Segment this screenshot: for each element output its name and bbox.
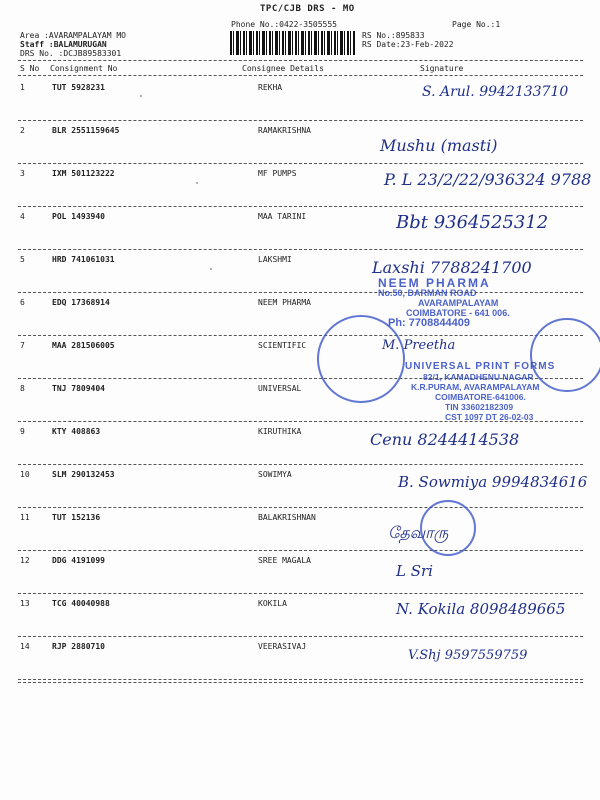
table-end-rule [18, 682, 583, 683]
row-sno: 9 [20, 427, 25, 436]
row-divider [18, 163, 583, 164]
row-consignee-name: KOKILA [258, 599, 287, 608]
round-stamp-gear [420, 500, 476, 556]
stamp-line: No.50, DARMAN ROAD [378, 288, 477, 298]
area-field: Area :AVARAMPALAYAM MO [20, 31, 126, 40]
row-consignment-number: TCG 40040988 [52, 599, 110, 608]
row-sno: 7 [20, 341, 25, 350]
handwritten-signature: S. Arul. 9942133710 [422, 84, 569, 100]
row-consignee-name: LAKSHMI [258, 255, 292, 264]
stamp-line: COIMBATORE-641006. [435, 392, 526, 402]
handwritten-signature: Bbt 9364525312 [396, 212, 549, 233]
row-consignment-number: TNJ 7809404 [52, 384, 105, 393]
header-rule-top [18, 60, 583, 61]
table-row [0, 126, 600, 138]
row-consignment-number: BLR 2551159645 [52, 126, 120, 135]
drs-number-field: DRS No. :DCJB89583301 [20, 49, 122, 58]
row-consignee-name: SCIENTIFIC [258, 341, 307, 350]
row-divider [18, 206, 583, 207]
row-consignee-name: NEEM PHARMA [258, 298, 311, 307]
rs-number-field: RS No.:895833 [362, 31, 425, 40]
stamp-line: COIMBATORE - 641 006. [406, 308, 510, 318]
row-consignee-name: VEERASIVAJ [258, 642, 307, 651]
row-sno: 13 [20, 599, 30, 608]
row-consignee-name: MF PUMPS [258, 169, 297, 178]
row-consignee-name: KIRUTHIKA [258, 427, 302, 436]
handwritten-signature: L Sri [396, 562, 433, 580]
row-sno: 10 [20, 470, 30, 479]
row-divider [18, 593, 583, 594]
stamp-line: NEEM PHARMA [378, 276, 491, 290]
column-header-sno: S No [20, 64, 40, 73]
table-row [0, 513, 600, 525]
handwritten-signature: Laxshi 7788241700 [372, 258, 532, 277]
row-consignment-number: IXM 501123222 [52, 169, 115, 178]
phone-number: Phone No.:0422-3505555 [231, 20, 337, 29]
table-row [0, 341, 600, 353]
row-consignment-number: RJP 2880710 [52, 642, 105, 651]
row-consignee-name: RAMAKRISHNA [258, 126, 311, 135]
row-sno: 12 [20, 556, 30, 565]
handwritten-signature: V.Shj 9597559759 [408, 648, 528, 663]
column-header-signature: Signature [420, 64, 464, 73]
row-consignment-number: HRD 741061031 [52, 255, 115, 264]
row-consignment-number: KTY 408863 [52, 427, 101, 436]
row-sno: 2 [20, 126, 25, 135]
row-consignee-name: SREE MAGALA [258, 556, 311, 565]
stamp-line: TIN 33602182309 [445, 402, 514, 412]
handwritten-signature: P. L 23/2/22/936324 9788 [384, 170, 592, 189]
row-consignment-number: MAA 281506005 [52, 341, 115, 350]
stamp-line: UNIVERSAL PRINT FORMS [405, 361, 556, 372]
row-divider [18, 507, 583, 508]
row-sno: 14 [20, 642, 30, 651]
scan-speck [210, 268, 212, 270]
stamp-line: CST 1097 DT 26-02-03 [445, 412, 534, 422]
row-sno: 4 [20, 212, 25, 221]
handwritten-signature: B. Sowmiya 9994834616 [398, 473, 588, 491]
row-divider [18, 464, 583, 465]
row-consignment-number: SLM 290132453 [52, 470, 115, 479]
neem-pharma-stamp [378, 278, 510, 328]
header-rule-bottom [18, 75, 583, 76]
table-row [0, 298, 600, 310]
handwritten-signature: M. Preetha [382, 338, 456, 353]
barcode [230, 31, 355, 55]
row-divider [18, 120, 583, 121]
row-consignment-number: EDQ 17368914 [52, 298, 110, 307]
row-divider [18, 249, 583, 250]
table-row [0, 556, 600, 568]
row-consignee-name: UNIVERSAL [258, 384, 302, 393]
scan-speck [140, 95, 142, 97]
handwritten-signature: N. Kokila 8098489665 [396, 600, 566, 618]
row-consignment-number: POL 1493940 [52, 212, 105, 221]
handwritten-signature: Mushu (masti) [380, 136, 498, 155]
row-consignee-name: SOWIMYA [258, 470, 292, 479]
page-number: Page No.:1 [452, 20, 501, 29]
row-sno: 1 [20, 83, 25, 92]
column-header-consignee: Consignee Details [242, 64, 324, 73]
row-consignee-name: REKHA [258, 83, 283, 92]
universal-print-stamp [405, 362, 555, 422]
stamp-line: 82/1, KAMADHENU NAGAR [423, 372, 534, 382]
row-sno: 8 [20, 384, 25, 393]
row-consignment-number: DDG 4191099 [52, 556, 105, 565]
row-sno: 3 [20, 169, 25, 178]
row-consignment-number: TUT 5928231 [52, 83, 105, 92]
handwritten-signature: தேவாரு [388, 523, 449, 542]
row-sno: 6 [20, 298, 25, 307]
rs-date-field: RS Date:23-Feb-2022 [362, 40, 454, 49]
handwritten-signature: Cenu 8244414538 [370, 430, 520, 449]
stamp-line: AVARAMPALAYAM [418, 298, 499, 308]
row-sno: 5 [20, 255, 25, 264]
column-header-consignment: Consignment No [50, 64, 118, 73]
document-title: TPC/CJB DRS - MO [260, 4, 355, 14]
row-divider [18, 636, 583, 637]
row-consignee-name: BALAKRISHNAN [258, 513, 316, 522]
stamp-line: Ph: 7708844409 [388, 317, 470, 329]
row-divider [18, 679, 583, 680]
row-sno: 11 [20, 513, 30, 522]
stamp-line: K.R.PURAM, AVARAMPALAYAM [411, 382, 540, 392]
staff-field: Staff :BALAMURUGAN [20, 40, 107, 49]
scan-speck [196, 182, 198, 184]
row-divider [18, 550, 583, 551]
row-consignee-name: MAA TARINI [258, 212, 307, 221]
row-consignment-number: TUT 152136 [52, 513, 101, 522]
row-divider [18, 335, 583, 336]
